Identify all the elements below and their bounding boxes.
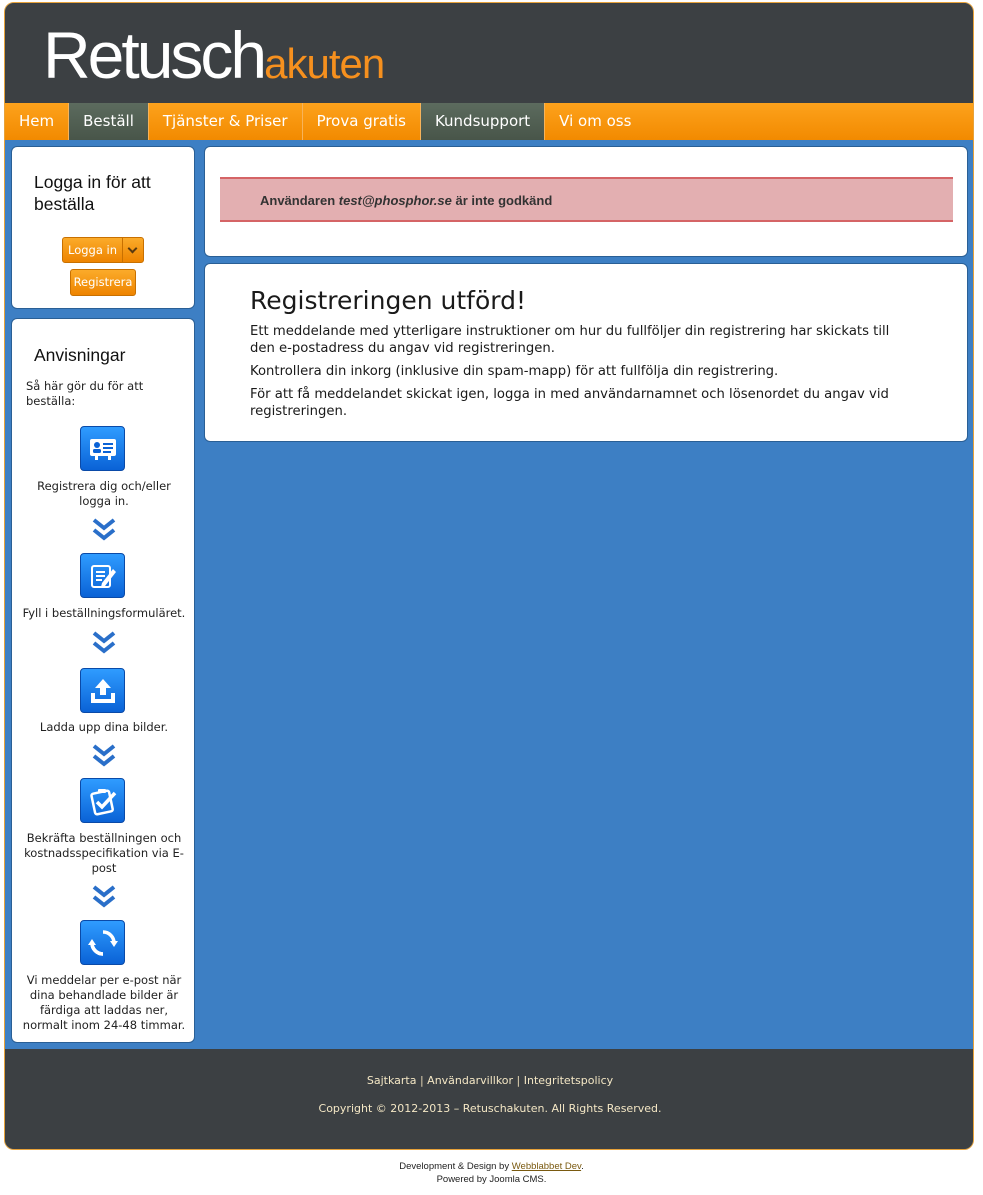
- nav-item-hem[interactable]: Hem: [5, 103, 69, 140]
- credits: [0, 1160, 983, 1186]
- guide-title: Anvisningar: [34, 345, 126, 365]
- alert-message: [260, 193, 552, 208]
- footer-link-integritetspolicy[interactable]: Integritetspolicy: [523, 1074, 614, 1087]
- upload-icon: [80, 668, 125, 713]
- paragraph: För att få meddelandet skickat igen, logga in med användarnamnet och lösenordet du angav vid registreringen.: [250, 387, 889, 419]
- paragraph: Kontrollera din inkorg (inklusive din spam-mapp) för att fullfölja din registrering.: [250, 364, 779, 379]
- alert-email: test@phosphor.se: [338, 193, 452, 208]
- login-title: Logga in för att beställa: [34, 172, 151, 214]
- logo-accent-text: akuten: [264, 40, 385, 87]
- credits-dev-suffix: .: [581, 1161, 584, 1172]
- login-button-label: Logga in: [63, 238, 123, 262]
- guide-intro: Så här gör du för att beställa:: [26, 379, 144, 408]
- footer-separator: |: [419, 1074, 424, 1087]
- error-alert: [220, 177, 953, 222]
- id-card-icon: [80, 426, 125, 471]
- logo-main-text: Retusch: [43, 18, 265, 92]
- guide-panel: [11, 318, 195, 1043]
- main-nav: [5, 103, 973, 140]
- alert-suffix: är inte godkänd: [455, 193, 553, 208]
- form-edit-icon: [80, 553, 125, 598]
- site-header: [5, 3, 973, 103]
- chevron-double-down-icon: [91, 743, 117, 769]
- nav-item-bestall[interactable]: Beställ: [69, 103, 149, 140]
- refresh-icon: [80, 920, 125, 965]
- chevron-double-down-icon: [91, 884, 117, 910]
- step-text: Vi meddelar per e-post när dina behandlade bilder är färdiga att laddas ner, normalt inom 24-48 timmar.: [22, 973, 186, 1032]
- nav-item-tjanster-priser[interactable]: Tjänster & Priser: [149, 103, 303, 140]
- login-panel: [11, 146, 195, 309]
- footer-separator: |: [516, 1074, 521, 1087]
- nav-item-prova-gratis[interactable]: Prova gratis: [303, 103, 421, 140]
- alert-panel: [204, 146, 968, 257]
- paragraph: Ett meddelande med ytterligare instruktioner om hur du fullföljer din registrering har skickats till den e-postadress du angav vid registreringen.: [250, 324, 890, 356]
- footer-links: [5, 1074, 974, 1087]
- nav-item-vi-om-oss[interactable]: Vi om oss: [559, 112, 632, 130]
- copyright: Copyright © 2012-2013 – Retuschakuten. All Rights Reserved.: [318, 1102, 662, 1115]
- site-logo[interactable]: [43, 17, 384, 93]
- step-text: Fyll i beställningsformuläret.: [22, 606, 186, 620]
- site-footer: [5, 1049, 974, 1150]
- credits-dev-link[interactable]: Webblabbet Dev: [511, 1161, 582, 1172]
- login-button[interactable]: [62, 237, 144, 263]
- chevron-double-down-icon: [91, 517, 117, 543]
- page-title: Registreringen utförd!: [250, 286, 526, 315]
- footer-link-anvandarvillkor[interactable]: Användarvillkor: [427, 1074, 514, 1087]
- checklist-icon: [80, 778, 125, 823]
- step-text: Ladda upp dina bilder.: [39, 720, 169, 734]
- alert-prefix: Användaren: [260, 193, 336, 208]
- chevron-down-icon[interactable]: [123, 238, 143, 262]
- register-button[interactable]: Registrera: [70, 269, 136, 296]
- content-panel: [204, 263, 968, 442]
- nav-item-kundsupport[interactable]: Kundsupport: [421, 103, 545, 140]
- step-text: Bekräfta beställningen och kostnadsspecifikation via E-post: [24, 831, 184, 875]
- credits-dev: [0, 1160, 983, 1173]
- footer-link-sajtkarta[interactable]: Sajtkarta: [366, 1074, 417, 1087]
- credits-dev-prefix: Development & Design by: [399, 1161, 510, 1172]
- chevron-double-down-icon: [91, 630, 117, 656]
- page-frame: [4, 2, 974, 1150]
- credits-powered: Powered by Joomla CMS.: [436, 1174, 547, 1185]
- content-body: [250, 323, 910, 426]
- step-text: Registrera dig och/eller logga in.: [37, 479, 171, 508]
